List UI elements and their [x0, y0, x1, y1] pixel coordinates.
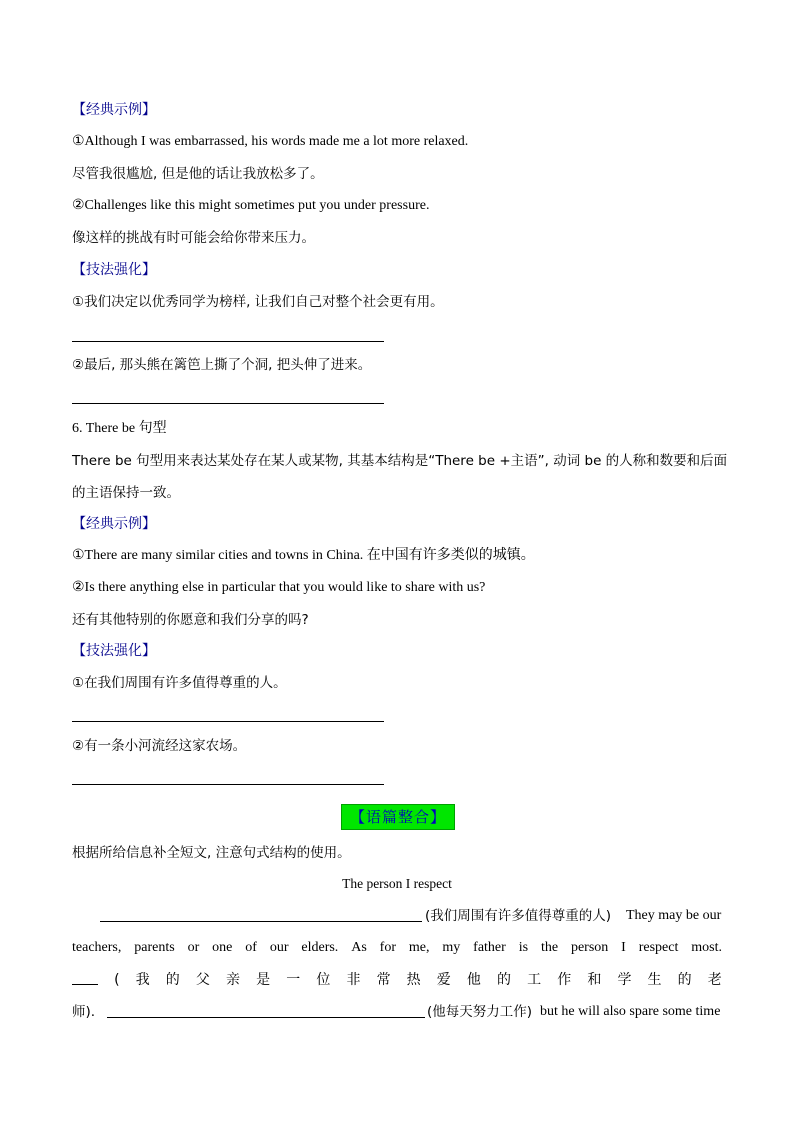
passage-word: 生: [647, 972, 662, 988]
passage-word: 亲: [226, 972, 241, 988]
example-sentence-cn: 像这样的挑战有时可能会给你带来压力。: [72, 230, 315, 246]
passage-word: 工: [527, 972, 542, 988]
passage-line: [72, 970, 722, 990]
passage-word: (: [114, 972, 120, 988]
answer-line[interactable]: [72, 403, 384, 404]
section-heading-practice: 【技法强化】: [72, 262, 156, 278]
passage-title: The person I respect: [342, 876, 452, 891]
passage-word: 是: [256, 972, 271, 988]
example-sentence-en: ②Challenges like this might sometimes put you under pressure.: [72, 198, 430, 213]
passage-text: but he will also spare some time: [540, 1004, 721, 1019]
passage-word: me,: [408, 940, 430, 955]
passage-word: respect: [638, 940, 679, 955]
passage-word: father: [473, 940, 506, 955]
passage-word: or: [187, 940, 200, 955]
passage-word: 他: [466, 972, 481, 988]
passage-word: elders.: [301, 940, 339, 955]
answer-line[interactable]: [72, 784, 384, 785]
section-description: There be 句型用来表达某处存在某人或某物, 其基本结构是“There be +主语”, 动词 be 的人称和数要和后面: [72, 453, 728, 469]
passage-text: They may be our: [626, 908, 722, 923]
answer-line[interactable]: [72, 341, 384, 342]
passage-word: 的: [677, 972, 692, 988]
answer-line[interactable]: [72, 721, 384, 722]
passage-word: 常: [376, 972, 391, 988]
passage-word: 我: [135, 972, 150, 988]
passage-word: my: [442, 940, 461, 955]
section-description: 的主语保持一致。: [72, 485, 180, 501]
section-heading-practice: 【技法强化】: [72, 643, 156, 659]
passage-word: I: [621, 940, 626, 955]
section-title: 6. There be 句型: [72, 421, 167, 436]
blank-hint: (我们周围有许多值得尊重的人): [425, 908, 612, 924]
passage-word: 学: [617, 972, 632, 988]
section-heading-example: 【经典示例】: [72, 102, 156, 118]
passage-word: As: [351, 940, 367, 955]
passage-line: [72, 938, 722, 958]
passage-word: 非: [346, 972, 361, 988]
passage-banner: 【语篇整合】: [341, 804, 455, 830]
passage-word: the: [540, 940, 559, 955]
passage-word: is: [518, 940, 529, 955]
fill-blank[interactable]: [107, 1003, 425, 1018]
passage-instruction: 根据所给信息补全短文, 注意句式结构的使用。: [72, 845, 351, 861]
passage-word: of: [245, 940, 257, 955]
passage-word: 的: [497, 972, 511, 988]
passage-word: 的: [165, 972, 180, 988]
passage-word: for: [379, 940, 396, 955]
passage-text: 师).: [72, 1004, 96, 1020]
passage-word: 热: [406, 972, 421, 988]
passage-word: one: [212, 940, 233, 955]
example-sentence-en: ②Is there anything else in particular that you would like to share with us?: [72, 580, 486, 595]
passage-word: 位: [316, 972, 331, 988]
passage-word: 父: [195, 972, 210, 988]
fill-blank[interactable]: [72, 970, 98, 985]
blank-hint: (他每天努力工作): [427, 1004, 533, 1020]
section-heading-example: 【经典示例】: [72, 516, 156, 532]
example-sentence-cn: 尽管我很尴尬, 但是他的话让我放松多了。: [72, 166, 324, 182]
example-sentence-cn: 还有其他特别的你愿意和我们分享的吗?: [72, 612, 309, 628]
passage-word: 爱: [436, 972, 451, 988]
practice-prompt: ②有一条小河流经这家农场。: [72, 738, 247, 754]
passage-word: 作: [557, 972, 572, 988]
passage-word: teachers,: [72, 940, 122, 955]
passage-word: 和: [587, 972, 602, 988]
passage-word: parents: [134, 940, 175, 955]
example-sentence-en: ①Although I was embarrassed, his words made me a lot more relaxed.: [72, 134, 469, 149]
passage-word: 老: [707, 972, 722, 988]
practice-prompt: ②最后, 那头熊在篱笆上撕了个洞, 把头伸了进来。: [72, 357, 372, 373]
practice-prompt: ①我们决定以优秀同学为榜样, 让我们自己对整个社会更有用。: [72, 294, 444, 310]
passage-word: 一: [286, 972, 301, 988]
practice-prompt: ①在我们周围有许多值得尊重的人。: [72, 675, 287, 691]
passage-word: person: [570, 940, 609, 955]
fill-blank[interactable]: [100, 907, 422, 922]
passage-word: our: [269, 940, 289, 955]
passage-word: most.: [691, 940, 722, 955]
example-sentence: ①There are many similar cities and towns in China. 在中国有许多类似的城镇。: [72, 548, 535, 563]
